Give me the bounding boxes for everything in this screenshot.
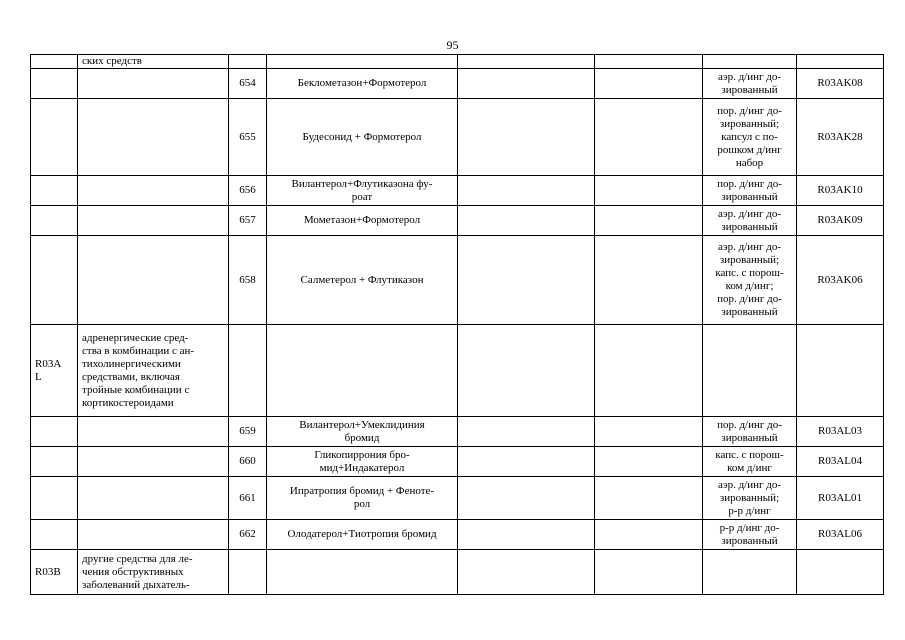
empty-cell <box>458 206 595 236</box>
group-name-cell <box>78 447 229 477</box>
table-row <box>31 417 884 447</box>
atc-code-cell: R03AL06 <box>797 520 884 550</box>
row-number-cell: 662 <box>229 520 267 550</box>
group-name-cell <box>78 520 229 550</box>
dosage-form-cell: аэр. д/инг до- зированный; р-р д/инг <box>703 477 797 520</box>
empty-cell <box>458 447 595 477</box>
table-row <box>31 236 884 325</box>
atc-group-code-cell <box>31 477 78 520</box>
empty-cell <box>458 520 595 550</box>
row-number-cell <box>229 550 267 595</box>
dosage-form-cell: р-р д/инг до- зированный <box>703 520 797 550</box>
atc-code-cell <box>797 55 884 69</box>
group-name-cell: ских средств <box>78 55 229 69</box>
empty-cell <box>595 176 703 206</box>
empty-cell <box>595 69 703 99</box>
row-number-cell: 661 <box>229 477 267 520</box>
row-number-cell: 658 <box>229 236 267 325</box>
inn-cell: Вилантерол+Флутиказона фу- роат <box>267 176 458 206</box>
drug-table <box>30 54 884 595</box>
atc-group-code-cell <box>31 69 78 99</box>
group-name-cell: адренергические сред- ства в комбинации с ан- тихолинергическими средствами, включая тройные комбинации с кортикостероидами <box>78 325 229 417</box>
empty-cell <box>458 325 595 417</box>
dosage-form-cell: пор. д/инг до- зированный <box>703 417 797 447</box>
inn-cell <box>267 550 458 595</box>
atc-group-code-cell <box>31 99 78 176</box>
dosage-form-cell: аэр. д/инг до- зированный <box>703 206 797 236</box>
empty-cell <box>458 550 595 595</box>
empty-cell <box>458 55 595 69</box>
empty-cell <box>595 447 703 477</box>
table-row <box>31 477 884 520</box>
empty-cell <box>458 176 595 206</box>
inn-cell <box>267 325 458 417</box>
empty-cell <box>595 417 703 447</box>
inn-cell: Будесонид + Формотерол <box>267 99 458 176</box>
row-number-cell: 654 <box>229 69 267 99</box>
row-number-cell: 659 <box>229 417 267 447</box>
empty-cell <box>595 325 703 417</box>
dosage-form-cell: аэр. д/инг до- зированный <box>703 69 797 99</box>
row-number-cell: 657 <box>229 206 267 236</box>
row-number-cell <box>229 325 267 417</box>
inn-cell: Салметерол + Флутиказон <box>267 236 458 325</box>
atc-group-code-cell: R03A L <box>31 325 78 417</box>
atc-code-cell: R03AL04 <box>797 447 884 477</box>
row-number-cell: 656 <box>229 176 267 206</box>
atc-group-code-cell <box>31 520 78 550</box>
empty-cell <box>595 55 703 69</box>
group-name-cell <box>78 417 229 447</box>
table-row <box>31 99 884 176</box>
table-row <box>31 69 884 99</box>
row-number-cell: 655 <box>229 99 267 176</box>
dosage-form-cell: пор. д/инг до- зированный; капсул с по- рошком д/инг набор <box>703 99 797 176</box>
inn-cell: Гликопиррония бро- мид+Индакатерол <box>267 447 458 477</box>
empty-cell <box>458 99 595 176</box>
group-name-cell <box>78 477 229 520</box>
page-number: 95 <box>446 38 459 52</box>
atc-code-cell: R03AL01 <box>797 477 884 520</box>
inn-cell: Ипратропия бромид + Феноте- рол <box>267 477 458 520</box>
group-name-cell <box>78 236 229 325</box>
inn-cell <box>267 55 458 69</box>
empty-cell <box>595 520 703 550</box>
group-name-cell <box>78 176 229 206</box>
inn-cell: Вилантерол+Умеклидиния бромид <box>267 417 458 447</box>
group-name-cell <box>78 99 229 176</box>
atc-group-code-cell: R03B <box>31 550 78 595</box>
atc-group-code-cell <box>31 176 78 206</box>
atc-group-code-cell <box>31 417 78 447</box>
dosage-form-cell <box>703 55 797 69</box>
row-number-cell: 660 <box>229 447 267 477</box>
table-row <box>31 206 884 236</box>
table-row <box>31 550 884 595</box>
dosage-form-cell: аэр. д/инг до- зированный; капс. с порош- ком д/инг; пор. д/инг до- зированный <box>703 236 797 325</box>
atc-group-code-cell <box>31 206 78 236</box>
atc-code-cell: R03AK10 <box>797 176 884 206</box>
atc-code-cell: R03AK28 <box>797 99 884 176</box>
atc-group-code-cell <box>31 55 78 69</box>
table-row <box>31 176 884 206</box>
atc-code-cell: R03AK06 <box>797 236 884 325</box>
atc-code-cell: R03AK09 <box>797 206 884 236</box>
empty-cell <box>595 236 703 325</box>
empty-cell <box>595 99 703 176</box>
group-name-cell: другие средства для ле- чения обструктивных заболеваний дыхатель- <box>78 550 229 595</box>
dosage-form-cell: капс. с порош- ком д/инг <box>703 447 797 477</box>
atc-group-code-cell <box>31 236 78 325</box>
atc-code-cell <box>797 550 884 595</box>
atc-code-cell: R03AL03 <box>797 417 884 447</box>
table-row <box>31 520 884 550</box>
table-body <box>31 55 884 595</box>
empty-cell <box>595 206 703 236</box>
empty-cell <box>595 477 703 520</box>
atc-group-code-cell <box>31 447 78 477</box>
atc-code-cell <box>797 325 884 417</box>
atc-code-cell: R03AK08 <box>797 69 884 99</box>
dosage-form-cell <box>703 550 797 595</box>
row-number-cell <box>229 55 267 69</box>
group-name-cell <box>78 206 229 236</box>
inn-cell: Мометазон+Формотерол <box>267 206 458 236</box>
empty-cell <box>458 477 595 520</box>
empty-cell <box>595 550 703 595</box>
dosage-form-cell: пор. д/инг до- зированный <box>703 176 797 206</box>
empty-cell <box>458 69 595 99</box>
inn-cell: Олодатерол+Тиотропия бромид <box>267 520 458 550</box>
table-row <box>31 55 884 69</box>
empty-cell <box>458 417 595 447</box>
inn-cell: Беклометазон+Формотерол <box>267 69 458 99</box>
group-name-cell <box>78 69 229 99</box>
table-row <box>31 325 884 417</box>
table-row <box>31 447 884 477</box>
empty-cell <box>458 236 595 325</box>
dosage-form-cell <box>703 325 797 417</box>
